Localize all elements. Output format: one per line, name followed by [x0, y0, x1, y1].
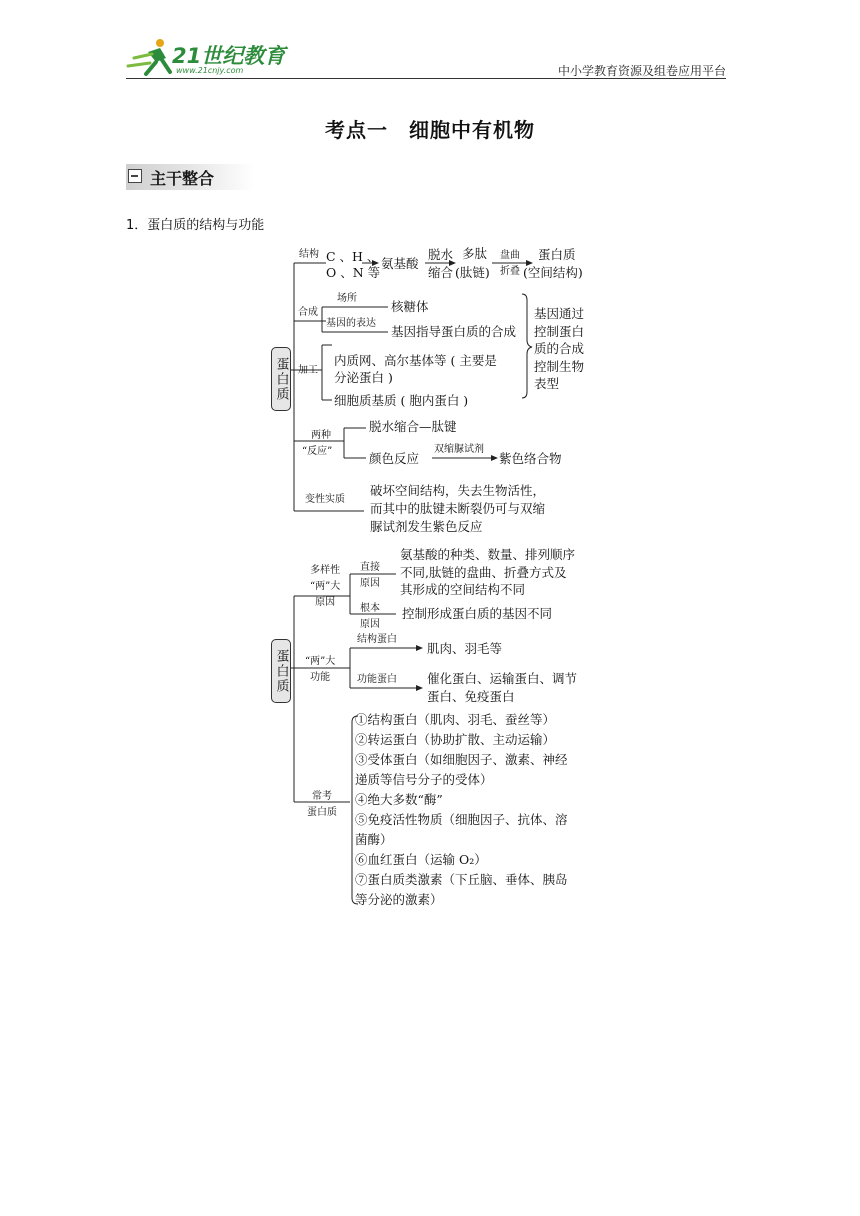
note-line: 控制蛋白	[534, 323, 585, 339]
common-list	[355, 710, 568, 910]
diversity-label	[310, 563, 340, 611]
direct-cause-label	[360, 560, 380, 592]
step2-bottom: 折叠	[500, 266, 520, 277]
synthesis-note	[534, 305, 584, 393]
functions-label-line: “两”大	[305, 656, 336, 667]
denature-line: 破坏空间结构，失去生物活性，	[370, 483, 546, 498]
root-label-line: 原因	[360, 619, 380, 630]
diversity-label-line: 多样性	[310, 565, 341, 576]
structural-protein-label: 结构蛋白	[357, 634, 397, 645]
list-item: ①结构蛋白（肌肉、羽毛、蚕丝等）	[355, 712, 556, 727]
elements-bottom: O 、N 等	[326, 265, 381, 280]
er-line1: 内质网、高尔基体等 ( 主要是	[334, 353, 497, 368]
list-item: ⑤免疫活性物质（细胞因子、抗体、溶	[355, 812, 568, 827]
expression-value: 基因指导蛋白质的合成	[391, 324, 517, 339]
reaction-reagent: 双缩脲试剂	[434, 444, 484, 455]
functions-label	[305, 654, 335, 686]
list-item: ②转运蛋白（协助扩散、主动运输）	[355, 732, 556, 747]
structure-label: 结构	[299, 249, 319, 260]
page-title: 考点一 细胞中有机物	[325, 118, 535, 142]
platform-name: 中小学教育资源及组卷应用平台	[557, 64, 726, 78]
root-label-line: 根本	[360, 603, 380, 614]
note-line: 基因通过	[534, 306, 585, 321]
diagram1-root: 蛋白质	[271, 347, 291, 411]
note-line: 控制生物	[534, 358, 585, 374]
site-value: 核糖体	[391, 299, 429, 314]
root-cause: 控制形成蛋白质的基因不同	[402, 606, 553, 621]
direct-line: 氨基酸的种类、数量、排列顺序	[400, 547, 576, 562]
structural-protein: 肌肉、羽毛等	[427, 641, 503, 656]
list-item: ③受体蛋白（如细胞因子、激素、神经	[355, 752, 568, 767]
functions-label-line: 功能	[310, 672, 331, 683]
step1-top: 脱水	[428, 247, 454, 262]
cyto-value: 细胞质基质 ( 胞内蛋白 )	[334, 393, 469, 408]
reaction-2b: 紫色络合物	[499, 451, 562, 466]
denature-text	[370, 482, 545, 536]
denature-line: 脲试剂发生紫色反应	[370, 519, 483, 535]
functional-protein-label: 功能蛋白	[357, 674, 397, 685]
note-line: 质的合成	[534, 341, 585, 356]
reaction-2a: 颜色反应	[369, 451, 420, 466]
peptide-bottom: (肽链)	[455, 265, 490, 280]
site-label: 场所	[337, 293, 357, 304]
step1-bottom: 缩合	[428, 265, 454, 280]
common-label-line: 常考	[312, 791, 332, 802]
list-item: ④绝大多数“酶”	[355, 792, 443, 807]
step2-top: 盘曲	[500, 250, 520, 261]
direct-line: 其形成的空间结构不同	[400, 582, 526, 597]
peptide-top: 多肽	[462, 246, 488, 261]
diagram2-root: 蛋白质	[271, 639, 291, 703]
processing-label: 加工	[298, 365, 318, 376]
direct-label-line: 直接	[360, 562, 380, 573]
logo-url: www.21cnjy.com	[176, 66, 244, 75]
protein-bottom: (空间结构)	[523, 265, 583, 280]
list-item: 菌酶）	[355, 832, 393, 847]
er-line2: 分泌蛋白 )	[334, 370, 393, 385]
direct-cause	[400, 546, 575, 599]
item-heading: 1．蛋白质的结构与功能	[126, 218, 265, 233]
func-line: 催化蛋白、运输蛋白、调节	[427, 671, 578, 686]
direct-label-line: 原因	[360, 578, 380, 589]
func-line: 蛋白、免疫蛋白	[427, 688, 515, 704]
diversity-label-line: “两”大	[310, 581, 341, 592]
note-line: 表型	[534, 376, 560, 391]
list-item: ⑥血红蛋白（运输 O₂）	[355, 852, 487, 867]
list-item: 等分泌的激素）	[355, 892, 443, 907]
synthesis-label: 合成	[298, 307, 318, 318]
reaction-1: 脱水缩合—肽键	[369, 419, 457, 434]
section-title: 主干整合	[150, 169, 215, 188]
root-cause-label	[360, 601, 380, 633]
common-label	[307, 789, 337, 821]
logo-text: 21世纪教育	[172, 44, 286, 68]
reactions-label-bottom: “反应”	[302, 446, 333, 457]
common-label-line: 蛋白质	[307, 807, 337, 818]
functional-protein	[427, 670, 577, 705]
direct-line: 不同,肽链的盘曲、折叠方式及	[400, 564, 567, 580]
amino-acid: 氨基酸	[381, 256, 419, 271]
denature-label: 变性实质	[305, 494, 345, 505]
expression-label: 基因的表达	[326, 318, 376, 329]
list-item: ⑦蛋白质类激素（下丘脑、垂体、胰岛	[355, 872, 568, 887]
reactions-label-top: 两种	[311, 430, 331, 441]
list-item: 递质等信号分子的受体）	[355, 772, 493, 787]
elements-top: C 、H 、	[326, 249, 380, 264]
denature-line: 而其中的肽键未断裂仍可与双缩	[370, 501, 546, 517]
diversity-label-line: 原因	[315, 597, 336, 608]
protein-top: 蛋白质	[538, 247, 576, 262]
